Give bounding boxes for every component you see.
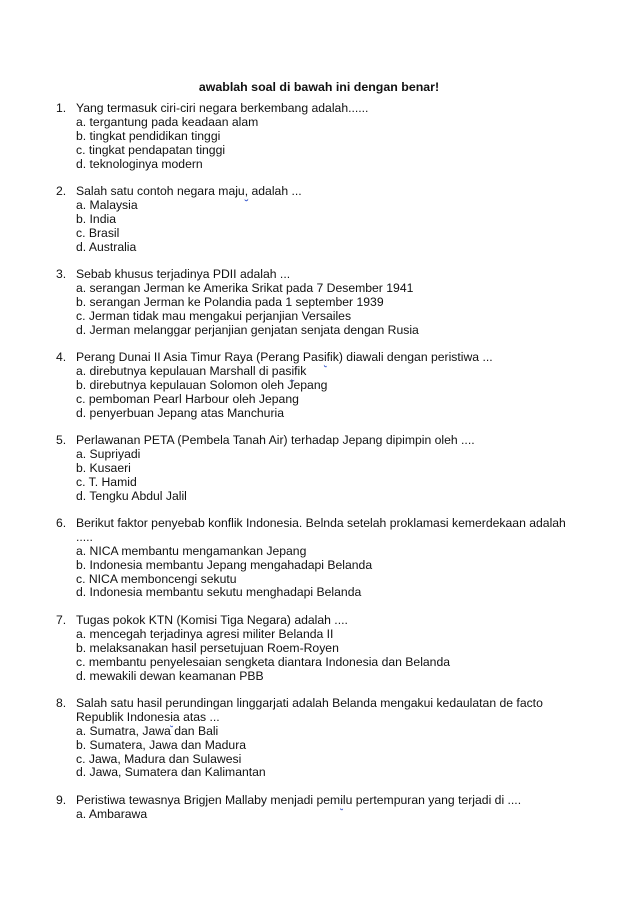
option-b: b. serangan Jerman ke Polandia pada 1 september 1939 (76, 294, 384, 309)
question-number: 8. (56, 696, 67, 710)
option-c: c. tingkat pendapatan tinggi (76, 142, 226, 157)
spelling-mark: i (170, 709, 173, 724)
question-number: 1. (56, 101, 67, 115)
option-d: d. Australia (76, 239, 137, 254)
question-6 (56, 517, 586, 600)
question-text: Perlawanan PETA (Pembela Tanah Air) terhadap Jepang dipimpin oleh .... (76, 433, 475, 447)
option-a: a. Ambarawa (76, 806, 148, 821)
question-number: 5. (56, 433, 67, 447)
question-number: 7. (56, 613, 67, 627)
question-number: 2. (56, 184, 67, 198)
option-b: b. Indonesia membantu Jepang mengahadapi Belanda (76, 557, 373, 572)
spelling-mark: i (291, 363, 295, 378)
option-c: c. Jerman tidak mau mengakui perjanjian Versailes (76, 308, 352, 323)
option-b: b. Sumatera, Jawa dan Madura (76, 737, 247, 752)
option-c: c. Jawa, Madura dan Sulawesi (76, 751, 242, 766)
question-text: Yang termasuk ciri-ciri negara berkembang adalah...... (76, 101, 369, 115)
question-text: Peristiwa tewasnya Brigjen Mallaby menjadi pemilu pertempuran yang terjadi di .... (76, 793, 522, 807)
question-text-continued: Republik Indonesia atas ... (76, 709, 220, 724)
option-b: b. melaksanakan hasil persetujuan Roem-Royen (76, 640, 339, 655)
option-c: c. membantu penyelesaian sengketa diantara Indonesia dan Belanda (76, 654, 451, 669)
question-text: Salah satu hasil perundingan linggarjati adalah Belanda mengakui kedaulatan de facto (76, 696, 543, 710)
question-2 (56, 185, 586, 254)
option-d: d. Jawa, Sumatera dan Kalimantan (76, 765, 266, 780)
question-text: Sebab khusus terjadinya PDII adalah ... (76, 267, 291, 281)
option-a: a. NICA membantu mengamankan Jepang (76, 543, 307, 558)
option-d: d. Indonesia membantu sekutu menghadapi Belanda (76, 585, 362, 600)
option-b: b. direbutnya kepulauan Solomon oleh Jepang (76, 377, 328, 392)
option-c: c. pemboman Pearl Harbour oleh Jepang (76, 391, 299, 406)
question-5 (56, 434, 586, 503)
question-number: 6. (56, 516, 67, 530)
question-9 (56, 794, 586, 822)
option-a: a. serangan Jerman ke Amerika Srikat pada 7 Desember 1941 (76, 280, 414, 295)
question-text-continued: ..... (76, 529, 93, 544)
option-a: a. mencegah terjadinya agresi militer Belanda II (76, 626, 334, 641)
option-a: a. tergantung pada keadaan alam (76, 114, 259, 129)
option-a: a. direbutnya kepulauan Marshall di pasifik (76, 363, 307, 378)
question-text: Salah satu contoh negara maju, adalah ... (76, 184, 302, 198)
question-1 (56, 102, 586, 171)
page-title: awablah soal di bawah ini dengan benar! (198, 80, 440, 94)
option-c: c. T. Hamid (76, 474, 137, 489)
question-number: 3. (56, 267, 67, 281)
question-4 (56, 351, 586, 420)
spelling-mark: i (340, 793, 343, 807)
question-number: 4. (56, 350, 67, 364)
spelling-mark: i (323, 350, 327, 364)
option-b: b. tingkat pendidikan tinggi (76, 128, 221, 143)
spelling-mark: , (244, 184, 249, 198)
option-b: b. Kusaeri (76, 460, 131, 475)
option-d: d. teknologinya modern (76, 156, 203, 171)
question-text: Perang Dunai II Asia Timur Raya (Perang Pasifik) diawali dengan peristiwa ... (76, 350, 493, 364)
option-a: a. Malaysia (76, 197, 138, 212)
option-d: d. Tengku Abdul Jalil (76, 488, 187, 503)
option-c: c. Brasil (76, 225, 120, 240)
option-b: b. India (76, 211, 116, 226)
option-c: c. NICA memboncengi sekutu (76, 571, 237, 586)
option-a: a. Sumatra, Jawa dan Bali (76, 723, 219, 738)
question-8 (56, 697, 586, 780)
question-text: Berikut faktor penyebab konflik Indonesia. Belnda setelah proklamasi kemerdekaan adalah (76, 516, 566, 530)
question-3 (56, 268, 586, 337)
option-a: a. Supriyadi (76, 446, 141, 461)
option-d: d. penyerbuan Jepang atas Manchuria (76, 405, 285, 420)
option-d: d. mewakili dewan keamanan PBB (76, 668, 264, 683)
option-d: d. Jerman melanggar perjanjian genjatan senjata dengan Rusia (76, 322, 419, 337)
question-text: Tugas pokok KTN (Komisi Tiga Negara) adalah .... (76, 613, 348, 627)
question-number: 9. (56, 793, 67, 807)
question-7 (56, 614, 586, 683)
